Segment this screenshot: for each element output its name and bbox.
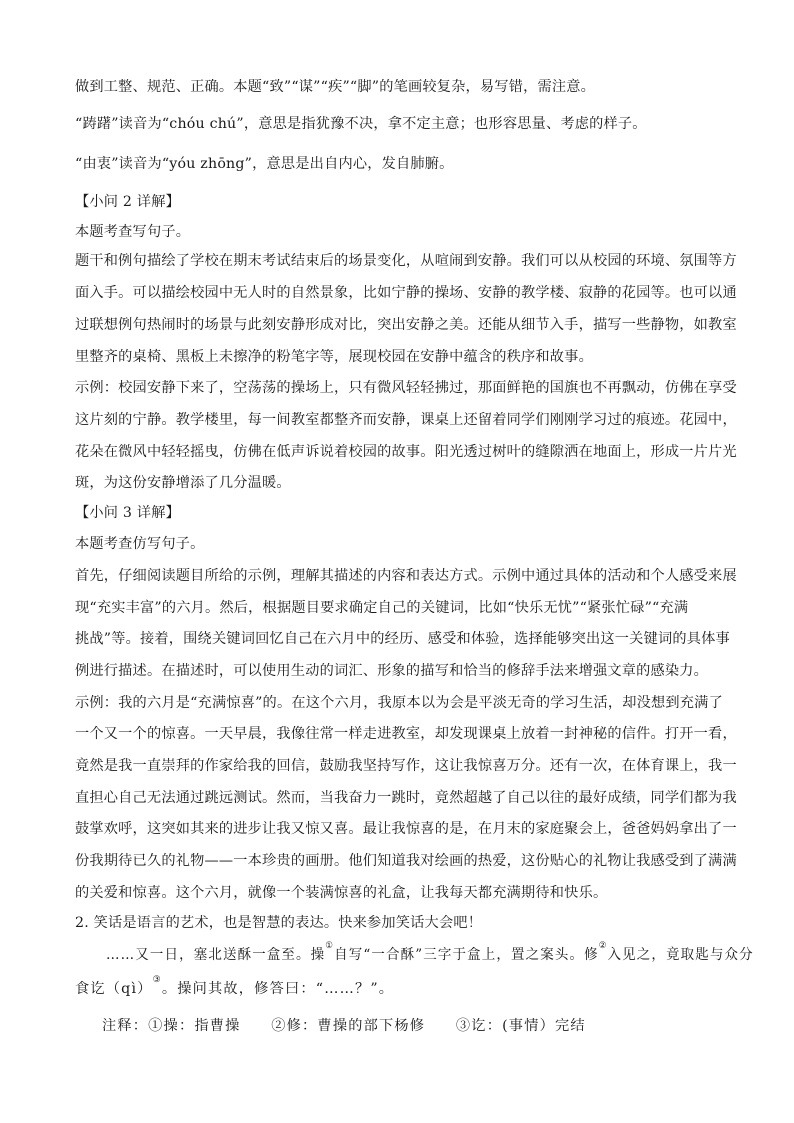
footnotes: 注释：①操：指曹操 ②修：曹操的部下杨修 ③讫：(事情）完结 — [102, 1018, 586, 1034]
text-line: 直担心自己无法通过跳远测试。然而，当我奋力一跳时，竟然超越了自己以往的最好成绩，同学们都为我 — [75, 790, 737, 806]
passage-text: 。操问其故，修答曰：“……？”。 — [161, 981, 395, 997]
passage-line — [75, 975, 395, 998]
passage-text: 自写“一合酥”三字于盒上，置之案头。修 — [334, 947, 599, 963]
text-line: 的关爱和惊喜。这个六月，就像一个装满惊喜的礼盒，让我每天都充满期待和快乐。 — [75, 885, 608, 901]
text-line: 一个又一个的惊喜。一天早晨，我像往常一样走进教室，却发现课桌上放着一封神秘的信件。打开一看， — [75, 726, 737, 742]
text-line: 首先，仔细阅读题目所给的示例，理解其描述的内容和表达方式。示例中通过具体的活动和个人感受来展 — [75, 568, 737, 584]
question-title: 2. 笑话是语言的艺术，也是智慧的表达。快来参加笑话大会吧！ — [75, 915, 483, 931]
section-heading: 【小问 2 详解】 — [75, 194, 180, 210]
text-line: 例进行描述。在描述时，可以使用生动的词汇、形象的描写和恰当的修辞手法来增强文章的感染力。 — [75, 663, 709, 679]
text-line: 过联想例句热闹时的场景与此刻安静形成对比，突出安静之美。还能从细节入手，描写一些静物，如教室 — [75, 317, 737, 333]
text-line: 做到工整、规范、正确。本题“致”“谋”“疾”“脚”的笔画较复杂，易写错，需注意。 — [75, 79, 596, 95]
passage-text: 入见之，竟取匙与众分 — [607, 947, 754, 963]
text-line: 面入手。可以描绘校园中无人时的自然景象，比如宁静的操场、安静的教学楼、寂静的花园等。也可以通 — [75, 285, 737, 301]
text-line: 挑战”等。接着，围绕关键词回忆自己在六月中的经历、感受和体验，选择能够突出这一关键词的具体事 — [75, 631, 730, 647]
passage-text: 食讫（qì） — [75, 981, 153, 997]
text-line: 题干和例句描绘了学校在期末考试结束后的场景变化，从喧闹到安静。我们可以从校园的环境、氛围等方 — [75, 253, 737, 269]
text-line: 鼓掌欢呼，这突如其来的进步让我又惊又喜。最让我惊喜的是，在月末的家庭聚会上，爸爸妈妈拿出了一 — [75, 821, 737, 837]
text-line: “由衷”读音为“yóu zhōng”，意思是出自内心，发自肺腑。 — [75, 156, 454, 172]
footnote-marker: ② — [598, 941, 608, 951]
text-line: 竟然是我一直崇拜的作家给我的回信，鼓励我坚持写作，这让我惊喜万分。还有一次，在体育课上，我一 — [75, 758, 737, 774]
text-line: 这片刻的宁静。教学楼里，每一间教室都整齐而安静，课桌上还留着同学们刚刚学习过的痕迹。花园中， — [75, 412, 737, 428]
text-line: 现“充实丰富”的六月。然后，根据题目要求确定自己的关键词，比如“快乐无忧”“紧张忙碌”“充满 — [75, 600, 689, 616]
text-line: 示例：校园安静下来了，空荡荡的操场上，只有微风轻轻拂过，那面鲜艳的国旗也不再飘动，仿佛在享受 — [75, 380, 737, 396]
text-line: 本题考查写句子。 — [75, 224, 191, 240]
text-line: 示例：我的六月是“充满惊喜”的。在这个六月，我原本以为会是平淡无奇的学习生活，却没想到充满了 — [75, 695, 723, 711]
section-heading: 【小问 3 详解】 — [75, 505, 180, 521]
text-line: “踌躇”读音为“chóu chú”，意思是指犹豫不决，拿不定主意；也形容思量、考虑的样子。 — [75, 116, 647, 132]
footnote-marker: ① — [325, 941, 335, 951]
text-line: 份我期待已久的礼物——一本珍贵的画册。他们知道我对绘画的热爱，这份贴心的礼物让我感受到了满满 — [75, 853, 737, 869]
text-line: 本题考查仿写句子。 — [75, 536, 205, 552]
text-line: 花朵在微风中轻轻摇曳，仿佛在低声诉说着校园的故事。阳光透过树叶的缝隙洒在地面上，形成一片片光 — [75, 444, 737, 460]
passage-text: ……又一日，塞北送酥一盒至。操 — [106, 947, 326, 963]
footnote-marker: ③ — [152, 975, 162, 985]
text-line: 斑，为这份安静增添了几分温暖。 — [75, 475, 291, 491]
text-line: 里整齐的桌椅、黑板上未擦净的粉笔字等，展现校园在安静中蕴含的秩序和故事。 — [75, 349, 593, 365]
passage-line — [106, 941, 754, 964]
